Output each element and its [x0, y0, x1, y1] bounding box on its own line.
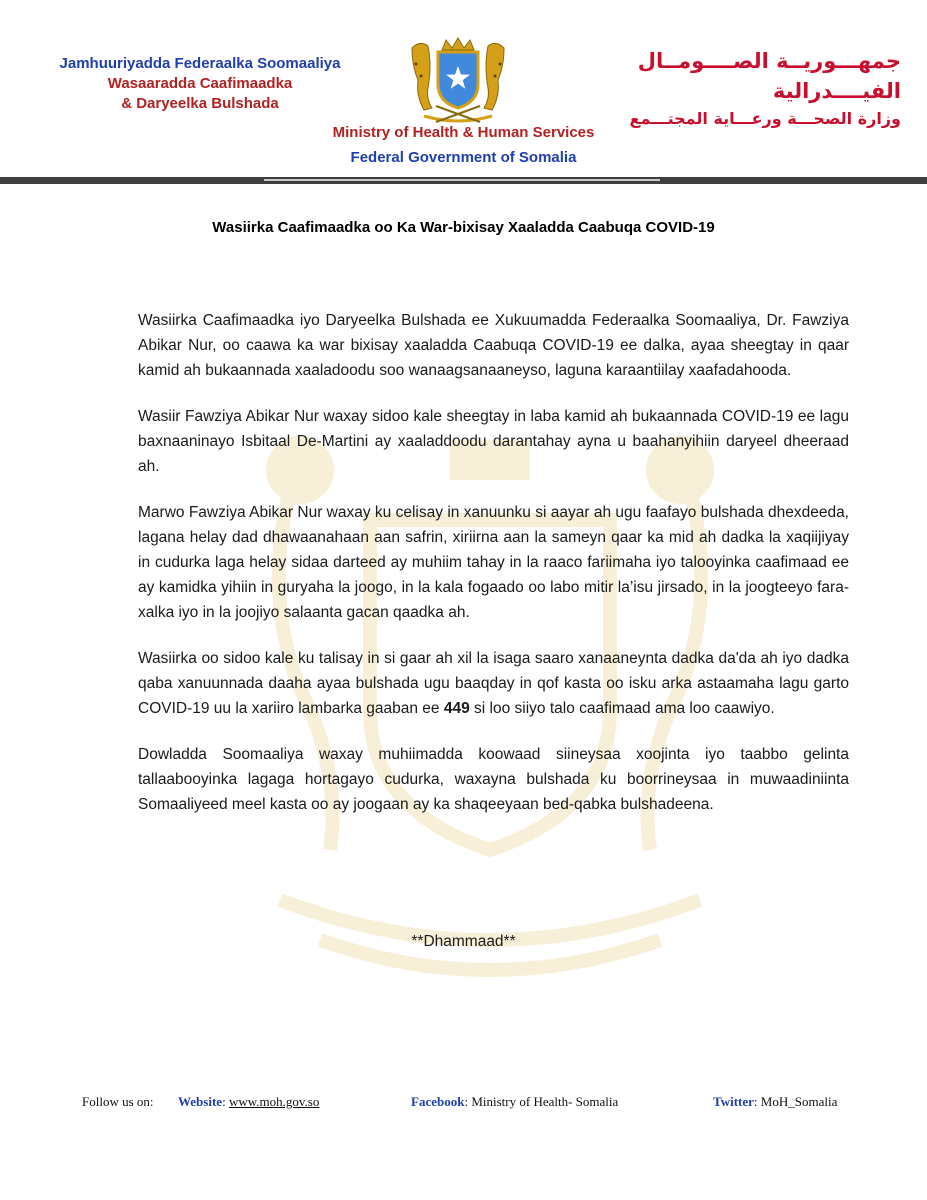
document-title: Wasiirka Caafimaadka oo Ka War-bixisay Xaaladda Caabuqa COVID-19	[212, 219, 715, 236]
paragraph-4	[138, 646, 849, 721]
website-label: Website	[178, 1094, 223, 1109]
website-link[interactable]: www.moh.gov.so	[228, 1094, 320, 1109]
ending-marker: **Dhammaad**	[411, 933, 516, 950]
ministry-name-arabic: وزارة الصحـــة ورعـــاية المجتـــمع	[629, 109, 901, 128]
follow-us-text: Follow us on:	[82, 1094, 154, 1109]
paragraph-4-text-end: si loo siiyo talo caafimaad ama loo caawiyo.	[469, 700, 775, 717]
paragraph-5: Dowladda Soomaaliya waxay muhiimadda koowaad siineysaa xoojinta iyo taabbo gelinta tallaabooyinka lagaga hortagayo cudurka, waxayna bulshada ku boorrineysaa in muwaadiniinta Somaaliyeed meel kasta oo ay joogaan ay ka shaqeeyaan bed-qabka bulshadeena.	[138, 746, 849, 813]
header-divider-highlight	[264, 179, 660, 181]
footer-facebook	[411, 1094, 618, 1110]
paragraph-1: Wasiirka Caafimaadka iyo Daryeelka Bulshada ee Xukuumadda Federaalka Soomaaliya, Dr. Fawziya Abikar Nur, oo caawa ka war bixisay xaaladda Caabuqa COVID-19 ee dalka, ayaa sheegtay in qaar kamid ah bukaannada xaaladoodu soo wanaagsanaaneyso, laguna karaantiilay xaafadahooda.	[138, 312, 849, 379]
document-body	[138, 308, 849, 838]
somalia-coat-of-arms-icon	[402, 36, 514, 126]
footer-website	[178, 1094, 319, 1110]
facebook-separator: :	[464, 1094, 469, 1109]
ministry-name-somali-line2: & Daryeelka Bulshada	[121, 95, 279, 112]
paragraph-2: Wasiir Fawziya Abikar Nur waxay sidoo kale sheegtay in laba kamid ah bukaannada COVID-19 ee lagu baxnaaninayo Isbitaal De-Martini ay xaaladdoodu darantahay ayna u baahanyihiin daryeel dheeraad ah.	[138, 408, 849, 475]
government-name-english: Federal Government of Somalia	[350, 149, 577, 166]
hotline-number: 449	[443, 700, 470, 717]
republic-name-somali: Jamhuuriyadda Federaalka Soomaaliya	[59, 55, 341, 72]
header-arabic-block	[561, 46, 901, 132]
paragraph-3: Marwo Fawziya Abikar Nur waxay ku celisay in xanuunku si aayar ah ugu faafayo bulshada dhexdeeda, lagana helay dad dhawaanahaan aan safrin, xiriirna aan la sameyn qaar ka mid ah dadka la xaqiijiyay in cudurka laga helay sidaa darteed ay muhiim tahay in la raaco fariimaha iyo talooyinka caafimaad ee ay kamidka yihiin in guryaha la joogo, in la kala fogaado oo labo mitir la’isu jirsado, in la joogteeyo fara-xalka iyo in la joojiyo salaanta gacan qaadka ah.	[138, 504, 849, 621]
twitter-separator: :	[753, 1094, 758, 1109]
republic-name-arabic: جمهـــوريــة الصــــومــال الفيــــدرالية	[637, 49, 901, 103]
paragraph-4-text-start: Wasiirka oo sidoo kale ku talisay in si gaar ah xil la isaga saaro xanaaneynta dadka da'da ah iyo dadka qaba xanuunnada daaha ayaa bulshada ugu baaqday in qof kasta oo isku arka astaamaha lagu garto COVID-19 uu la xariiro lambarka gaaban ee	[138, 650, 849, 717]
facebook-label: Facebook	[411, 1094, 465, 1109]
twitter-label: Twitter	[713, 1094, 754, 1109]
website-separator: :	[222, 1094, 226, 1109]
header-somali-block	[40, 54, 360, 114]
footer-twitter	[713, 1094, 837, 1110]
ministry-name-somali-line1: Wasaaradda Caafimaadka	[107, 75, 293, 92]
facebook-handle: Ministry of Health- Somalia	[471, 1094, 619, 1109]
twitter-handle: MoH_Somalia	[760, 1094, 838, 1109]
ministry-name-english: Ministry of Health & Human Services	[332, 124, 595, 141]
footer	[0, 1094, 927, 1114]
